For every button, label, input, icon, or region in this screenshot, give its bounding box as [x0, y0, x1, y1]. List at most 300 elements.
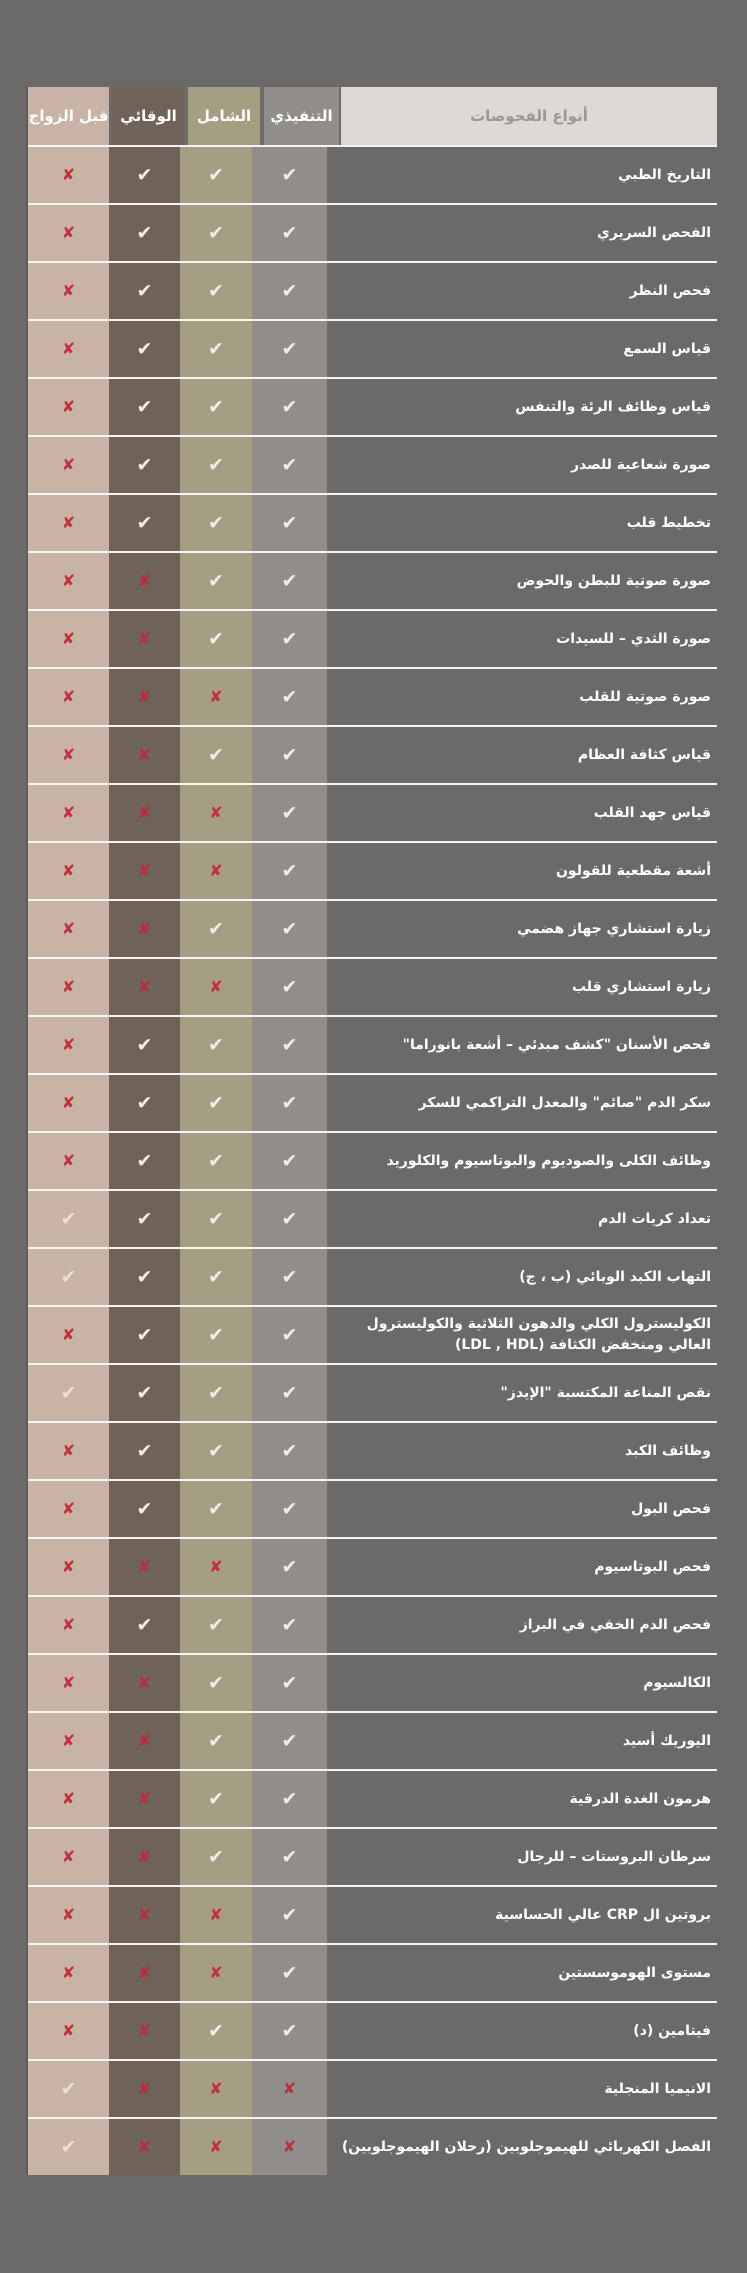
executive-cell [252, 669, 327, 725]
preventive-cell [109, 1829, 180, 1885]
premarital-cell [28, 1017, 109, 1073]
x-icon: ✘ [209, 803, 223, 822]
check-icon: ✔ [281, 1381, 298, 1404]
table-row [28, 2001, 717, 2059]
premarital-cell [28, 785, 109, 841]
executive-cell [252, 1133, 327, 1189]
check-icon: ✔ [60, 1381, 77, 1404]
check-icon: ✔ [281, 801, 298, 824]
check-icon: ✔ [281, 569, 298, 592]
check-icon: ✔ [281, 221, 298, 244]
preventive-cell [109, 843, 180, 899]
check-icon: ✔ [281, 1671, 298, 1694]
check-icon: ✔ [208, 337, 224, 360]
check-icon: ✔ [208, 221, 224, 244]
check-icon: ✔ [136, 279, 153, 302]
check-icon: ✔ [60, 1207, 77, 1230]
preventive-cell [109, 1017, 180, 1073]
premarital-cell [28, 1829, 109, 1885]
check-icon: ✔ [208, 1613, 224, 1636]
test-name: فيتامين (د) [633, 2022, 711, 2039]
x-icon: ✘ [61, 629, 76, 648]
check-icon: ✔ [208, 1323, 224, 1346]
table-row [28, 783, 717, 841]
check-icon: ✔ [281, 685, 298, 708]
executive-cell [252, 1771, 327, 1827]
test-name: سرطان البروستات – للرجال [517, 1848, 711, 1865]
check-icon: ✔ [208, 279, 224, 302]
comprehensive-cell [180, 1829, 252, 1885]
check-icon: ✔ [208, 743, 224, 766]
x-icon: ✘ [137, 861, 152, 880]
table-row [28, 1885, 717, 1943]
executive-cell [252, 1945, 327, 2001]
table-row [28, 1189, 717, 1247]
check-icon: ✔ [208, 1497, 224, 1520]
x-icon: ✘ [61, 1673, 76, 1692]
x-icon: ✘ [61, 223, 76, 242]
test-name: صورة صوتية للبطن والحوض [516, 572, 711, 589]
preventive-cell [109, 147, 180, 203]
comprehensive-cell [180, 611, 252, 667]
x-icon: ✘ [61, 165, 76, 184]
comprehensive-cell [180, 321, 252, 377]
check-icon: ✔ [60, 2135, 77, 2158]
table-row [28, 609, 717, 667]
comprehensive-cell [180, 205, 252, 261]
table-row [28, 957, 717, 1015]
test-name: التهاب الكبد الوبائي (ب ، ج) [519, 1268, 711, 1285]
check-icon: ✔ [136, 1033, 153, 1056]
table-row [28, 2117, 717, 2175]
check-icon: ✔ [60, 2077, 77, 2100]
comprehensive-cell [180, 1597, 252, 1653]
x-icon: ✘ [61, 1093, 76, 1112]
table-row [28, 377, 717, 435]
check-icon: ✔ [281, 511, 298, 534]
check-icon: ✔ [281, 2019, 298, 2042]
test-name: وظائف الكبد [625, 1442, 711, 1459]
check-icon: ✔ [281, 1439, 298, 1462]
table-row [28, 1247, 717, 1305]
x-icon: ✘ [61, 1847, 76, 1866]
table-row [28, 1073, 717, 1131]
table-row [28, 1131, 717, 1189]
comprehensive-cell [180, 1655, 252, 1711]
executive-cell [252, 2119, 327, 2175]
premarital-cell [28, 147, 109, 203]
check-icon: ✔ [208, 1265, 224, 1288]
preventive-cell [109, 2003, 180, 2059]
table-row [28, 1305, 717, 1363]
check-icon: ✔ [136, 1381, 153, 1404]
executive-cell [252, 959, 327, 1015]
check-icon: ✔ [281, 917, 298, 940]
x-icon: ✘ [61, 1151, 76, 1170]
table-row [28, 1363, 717, 1421]
test-name: الفحص السريري [596, 224, 711, 241]
premarital-cell [28, 2003, 109, 2059]
preventive-cell [109, 1249, 180, 1305]
check-icon: ✔ [60, 1265, 77, 1288]
preventive-cell [109, 2119, 180, 2175]
x-icon: ✘ [61, 455, 76, 474]
preventive-cell [109, 785, 180, 841]
table-row [28, 319, 717, 377]
table-row [28, 1653, 717, 1711]
x-icon: ✘ [61, 919, 76, 938]
check-icon: ✔ [281, 1787, 298, 1810]
test-name: أشعة مقطعية للقولون [555, 862, 711, 879]
check-icon: ✔ [281, 1729, 298, 1752]
table-row [28, 725, 717, 783]
preventive-cell [109, 901, 180, 957]
executive-cell [252, 1075, 327, 1131]
check-icon: ✔ [281, 279, 298, 302]
premarital-cell [28, 2119, 109, 2175]
check-icon: ✔ [208, 163, 224, 186]
preventive-cell [109, 611, 180, 667]
premarital-cell [28, 1945, 109, 2001]
check-icon: ✔ [281, 1149, 298, 1172]
check-icon: ✔ [281, 1265, 298, 1288]
test-name: صورة الثدي – للسيدات [556, 630, 711, 647]
x-icon: ✘ [137, 571, 152, 590]
x-icon: ✘ [137, 745, 152, 764]
executive-cell [252, 495, 327, 551]
check-icon: ✔ [136, 337, 153, 360]
executive-cell [252, 785, 327, 841]
test-name: قياس السمع [623, 340, 711, 357]
check-icon: ✔ [136, 1091, 153, 1114]
preventive-cell [109, 1481, 180, 1537]
test-name: سكر الدم "صائم" والمعدل التراكمي للسكر [418, 1094, 711, 1111]
x-icon: ✘ [137, 919, 152, 938]
comprehensive-cell [180, 1423, 252, 1479]
check-icon: ✔ [208, 511, 224, 534]
table-row [28, 2059, 717, 2117]
executive-cell [252, 437, 327, 493]
test-name: زيارة استشاري قلب [571, 978, 711, 995]
premarital-cell [28, 959, 109, 1015]
x-icon: ✘ [137, 1847, 152, 1866]
preventive-cell [109, 727, 180, 783]
x-icon: ✘ [61, 513, 76, 532]
x-icon: ✘ [209, 687, 223, 706]
preventive-cell [109, 669, 180, 725]
executive-cell [252, 205, 327, 261]
table-row [28, 1595, 717, 1653]
premarital-cell [28, 669, 109, 725]
test-name: التاريخ الطبي [618, 166, 711, 183]
premarital-cell [28, 321, 109, 377]
comprehensive-cell [180, 379, 252, 435]
x-icon: ✘ [61, 281, 76, 300]
x-icon: ✘ [61, 1557, 76, 1576]
check-icon: ✔ [281, 1323, 298, 1346]
preventive-cell [109, 1771, 180, 1827]
preventive-cell [109, 495, 180, 551]
test-name: الكوليسترول الكلي والدهون الثلاثية والكوليسترول العالي ومنخفض الكثافة (LDL , HDL) [366, 1316, 711, 1353]
test-name: مستوى الهوموسستين [558, 1964, 711, 1981]
preventive-cell [109, 1191, 180, 1247]
x-icon: ✘ [61, 571, 76, 590]
executive-cell [252, 1887, 327, 1943]
check-icon: ✔ [281, 1613, 298, 1636]
preventive-cell [109, 437, 180, 493]
x-icon: ✘ [209, 1557, 223, 1576]
check-icon: ✔ [281, 1961, 298, 1984]
x-icon: ✘ [61, 1441, 76, 1460]
premarital-cell [28, 263, 109, 319]
x-icon: ✘ [61, 2021, 76, 2040]
check-icon: ✔ [208, 1729, 224, 1752]
table-row [28, 1421, 717, 1479]
executive-cell [252, 1713, 327, 1769]
x-icon: ✘ [209, 977, 223, 996]
premarital-cell [28, 437, 109, 493]
preventive-cell [109, 1539, 180, 1595]
x-icon: ✘ [61, 1035, 76, 1054]
check-icon: ✔ [281, 163, 298, 186]
executive-cell [252, 1655, 327, 1711]
executive-cell [252, 553, 327, 609]
table-row [28, 1827, 717, 1885]
x-icon: ✘ [209, 1963, 223, 1982]
check-icon: ✔ [136, 1207, 153, 1230]
executive-cell [252, 901, 327, 957]
preventive-cell [109, 959, 180, 1015]
executive-cell [252, 1597, 327, 1653]
check-icon: ✔ [281, 1091, 298, 1114]
comprehensive-cell [180, 1539, 252, 1595]
table-row [28, 1711, 717, 1769]
check-icon: ✔ [208, 1439, 224, 1462]
column-header-preventive: الوقائي [111, 87, 186, 145]
check-icon: ✔ [281, 1497, 298, 1520]
executive-cell [252, 1365, 327, 1421]
test-name: هرمون الغدة الدرقية [569, 1790, 711, 1807]
x-icon: ✘ [137, 1673, 152, 1692]
executive-cell [252, 263, 327, 319]
check-icon: ✔ [208, 917, 224, 940]
comprehensive-cell [180, 437, 252, 493]
check-icon: ✔ [208, 1845, 224, 1868]
executive-cell [252, 843, 327, 899]
test-name: اليوريك أسيد [622, 1732, 711, 1749]
check-icon: ✔ [136, 1497, 153, 1520]
executive-cell [252, 1191, 327, 1247]
executive-cell [252, 2061, 327, 2117]
check-icon: ✔ [136, 1323, 153, 1346]
check-icon: ✔ [136, 221, 153, 244]
comprehensive-cell [180, 1307, 252, 1363]
x-icon: ✘ [137, 2021, 152, 2040]
comprehensive-cell [180, 1771, 252, 1827]
x-icon: ✘ [61, 1325, 76, 1344]
comprehensive-cell [180, 959, 252, 1015]
premarital-cell [28, 1887, 109, 1943]
check-icon: ✔ [136, 1149, 153, 1172]
comprehensive-cell [180, 727, 252, 783]
x-icon: ✘ [137, 1963, 152, 1982]
check-icon: ✔ [208, 1787, 224, 1810]
comprehensive-cell [180, 1191, 252, 1247]
check-icon: ✔ [208, 453, 224, 476]
executive-cell [252, 611, 327, 667]
x-icon: ✘ [137, 2079, 152, 2098]
x-icon: ✘ [61, 1731, 76, 1750]
x-icon: ✘ [61, 1905, 76, 1924]
preventive-cell [109, 1655, 180, 1711]
check-icon: ✔ [208, 1381, 224, 1404]
check-icon: ✔ [281, 1207, 298, 1230]
table-row [28, 667, 717, 725]
preventive-cell [109, 321, 180, 377]
test-name: قياس وظائف الرئة والتنفس [515, 398, 711, 415]
column-header-premarital: قبل الزواج [28, 87, 111, 145]
x-icon: ✘ [137, 803, 152, 822]
table-row [28, 841, 717, 899]
premarital-cell [28, 611, 109, 667]
x-icon: ✘ [137, 687, 152, 706]
premarital-cell [28, 1249, 109, 1305]
test-name: فحص النظر [629, 282, 711, 299]
comprehensive-cell [180, 1017, 252, 1073]
test-name: بروتين ال CRP عالي الحساسية [495, 1906, 711, 1923]
test-name: قياس كثافة العظام [577, 746, 711, 763]
premarital-cell [28, 2061, 109, 2117]
x-icon: ✘ [61, 745, 76, 764]
comprehensive-cell [180, 669, 252, 725]
preventive-cell [109, 553, 180, 609]
executive-cell [252, 1249, 327, 1305]
comprehensive-cell [180, 1365, 252, 1421]
x-icon: ✘ [61, 687, 76, 706]
test-name: تعداد كريات الدم [598, 1210, 711, 1227]
column-header-test-types: أنواع الفحوصات [341, 87, 717, 145]
comprehensive-cell [180, 1133, 252, 1189]
x-icon: ✘ [61, 1789, 76, 1808]
executive-cell [252, 727, 327, 783]
executive-cell [252, 1539, 327, 1595]
comprehensive-cell [180, 785, 252, 841]
check-icon: ✔ [136, 163, 153, 186]
check-icon: ✔ [136, 1265, 153, 1288]
x-icon: ✘ [282, 2079, 297, 2098]
check-icon: ✔ [208, 627, 224, 650]
comprehensive-cell [180, 2061, 252, 2117]
comprehensive-cell [180, 1945, 252, 2001]
column-header-comprehensive: الشامل [186, 87, 262, 145]
table-body [28, 145, 717, 2175]
x-icon: ✘ [137, 629, 152, 648]
check-icon: ✔ [281, 975, 298, 998]
x-icon: ✘ [61, 861, 76, 880]
check-icon: ✔ [281, 1555, 298, 1578]
table-header-row [28, 87, 717, 145]
check-icon: ✔ [281, 1845, 298, 1868]
preventive-cell [109, 2061, 180, 2117]
test-name: الانيميا المنجلية [604, 2080, 711, 2097]
preventive-cell [109, 379, 180, 435]
executive-cell [252, 321, 327, 377]
table-row [28, 1015, 717, 1073]
premarital-cell [28, 727, 109, 783]
check-icon: ✔ [208, 1033, 224, 1056]
check-icon: ✔ [281, 1033, 298, 1056]
test-name: تخطيط قلب [626, 514, 711, 531]
x-icon: ✘ [209, 861, 223, 880]
x-icon: ✘ [61, 339, 76, 358]
table-row [28, 493, 717, 551]
premarital-cell [28, 1191, 109, 1247]
table-row [28, 203, 717, 261]
premarital-cell [28, 495, 109, 551]
premarital-cell [28, 1133, 109, 1189]
table-row [28, 1769, 717, 1827]
check-icon: ✔ [208, 1091, 224, 1114]
check-icon: ✔ [281, 859, 298, 882]
x-icon: ✘ [61, 977, 76, 996]
test-name: صورة صوتية للقلب [579, 688, 711, 705]
checkup-packages-comparison-table [28, 87, 717, 2175]
preventive-cell [109, 1075, 180, 1131]
x-icon: ✘ [137, 1789, 152, 1808]
executive-cell [252, 379, 327, 435]
preventive-cell [109, 1945, 180, 2001]
x-icon: ✘ [137, 1557, 152, 1576]
premarital-cell [28, 1365, 109, 1421]
test-name: نقص المناعة المكتسبة "الإيدز" [500, 1384, 711, 1401]
comprehensive-cell [180, 495, 252, 551]
comprehensive-cell [180, 263, 252, 319]
preventive-cell [109, 1133, 180, 1189]
check-icon: ✔ [281, 395, 298, 418]
check-icon: ✔ [136, 1439, 153, 1462]
x-icon: ✘ [137, 977, 152, 996]
executive-cell [252, 1017, 327, 1073]
table-row [28, 551, 717, 609]
check-icon: ✔ [136, 453, 153, 476]
table-row [28, 899, 717, 957]
test-name: صورة شعاعية للصدر [571, 456, 711, 473]
x-icon: ✘ [209, 1905, 223, 1924]
test-name: وظائف الكلى والصوديوم والبوتاسيوم والكلوريد [386, 1152, 711, 1169]
executive-cell [252, 147, 327, 203]
preventive-cell [109, 1713, 180, 1769]
premarital-cell [28, 379, 109, 435]
check-icon: ✔ [208, 395, 224, 418]
check-icon: ✔ [281, 453, 298, 476]
check-icon: ✔ [281, 743, 298, 766]
preventive-cell [109, 1307, 180, 1363]
comprehensive-cell [180, 1249, 252, 1305]
check-icon: ✔ [208, 1207, 224, 1230]
test-name: فحص البوتاسيوم [594, 1558, 711, 1575]
check-icon: ✔ [281, 627, 298, 650]
x-icon: ✘ [282, 2137, 297, 2156]
comprehensive-cell [180, 147, 252, 203]
premarital-cell [28, 1655, 109, 1711]
premarital-cell [28, 843, 109, 899]
x-icon: ✘ [209, 2079, 223, 2098]
x-icon: ✘ [137, 1905, 152, 1924]
x-icon: ✘ [61, 397, 76, 416]
executive-cell [252, 1481, 327, 1537]
preventive-cell [109, 263, 180, 319]
premarital-cell [28, 1539, 109, 1595]
